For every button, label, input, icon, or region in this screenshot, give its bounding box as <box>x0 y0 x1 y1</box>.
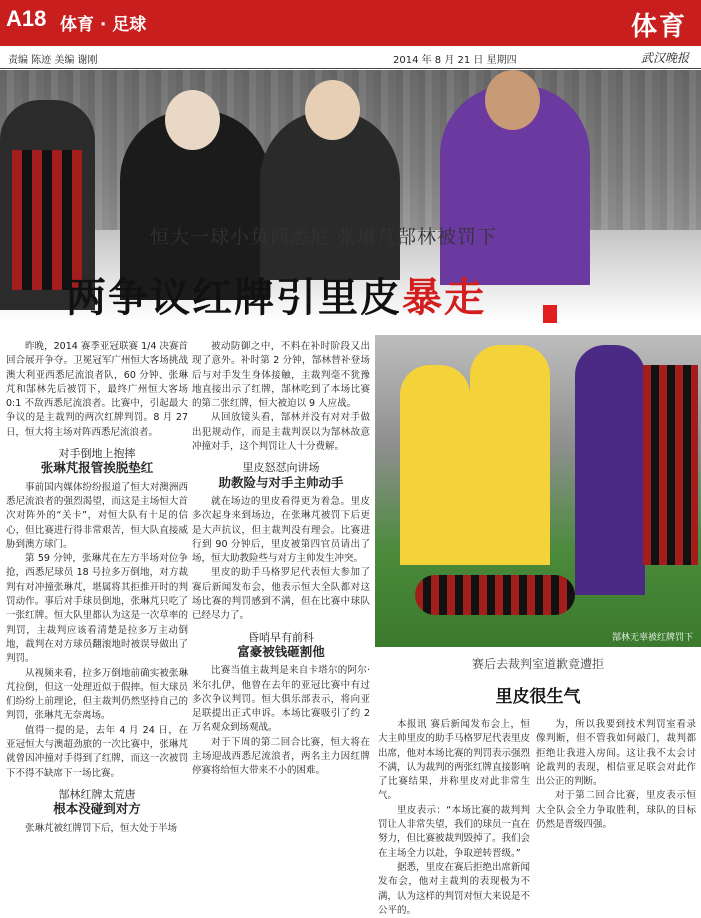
headline-red: 暴走 <box>402 275 486 321</box>
meta-bar <box>0 46 701 69</box>
subheading-line-2: 富豪被钱砸割他 <box>237 643 325 659</box>
subheading <box>192 631 370 660</box>
subheading-line-2: 根本没碰到对方 <box>53 801 141 817</box>
player-figure <box>400 365 470 565</box>
page-number: A18 <box>6 6 47 31</box>
fallen-player <box>415 575 575 615</box>
paragraph: 就在场边的里皮看得更为着急。里皮多次起身来到场边，在张琳芃被罚下后更是大声抗议，但主裁判没有理会。比赛进行到 90 分钟后，里皮被第四官员请出了场，恒大助教险些与对方主帅发生冲突。 <box>192 495 370 565</box>
issue-date: 2014 年 8 月 21 日 星期四 <box>393 55 517 66</box>
paragraph: 比赛当值主裁判是来自卡塔尔的阿尔·米尔扎伊，他曾在去年的亚冠比赛中有过多次争议判罚。恒大俱乐部表示，将向亚足联提出正式申诉。本场比赛吸引了约 2 万名观众到场观战。 <box>192 665 370 734</box>
subheading-line-1: 里皮怒怼向讲场 <box>242 461 320 475</box>
headline-main: 两争议红牌引里皮 <box>66 275 402 321</box>
page-header <box>0 0 701 46</box>
section-title: 体育 <box>630 12 687 42</box>
paragraph: 从视频来看，拉多万倒地前确实被张琳芃拉倒，但这一处理近似于假摔。恒大球员们纷纷上前理论，但主裁判仍然坚持自己的判罚，张琳芃无奈离场。 <box>6 667 188 722</box>
paragraph: 张琳芃被红牌罚下后，恒大处于半场 <box>25 822 178 834</box>
red-card-icon <box>543 305 557 323</box>
article-column-1 <box>6 340 188 836</box>
paragraph: 里皮的助手马格罗尼代表恒大参加了赛后新闻发布会，他表示恒大全队都对这场比赛的判罚感到不满，但在比赛中球队已经尽力了。 <box>192 567 370 622</box>
referee-figure <box>575 345 645 595</box>
subheading-line-1: 昏哨早有前科 <box>248 630 314 644</box>
paragraph: 对于第二回合比赛，里皮表示恒大全队会全力争取胜利，球队的目标仍然是晋级四强。 <box>536 790 696 831</box>
coach-head <box>165 90 220 150</box>
side-story-headline: 里皮很生气 <box>495 687 581 707</box>
referee-head <box>485 70 540 130</box>
paragraph: 被动防御之中，不料在补时阶段又出现了意外。补时第 2 分钟，郜林替补登场后与对手发生身体接触，主裁判毫不犹豫地直接出示了红牌，郜林吃到了本场比赛的第二张红牌，恒大被迫以 9 人应战。 <box>192 341 370 410</box>
subheading-line-2: 助教险与对手主帅动手 <box>218 474 344 490</box>
paragraph: 事前国内媒体纷纷报道了恒大对澳洲西悉尼流浪者的强烈渴望，而这是主场恒大首次对阵外的“关卡”，对恒大队有十足的信心，但比赛进行得非常艰苦，恒大队直接威胁到澳方球门。 <box>6 481 188 550</box>
subheadline: 恒大一球小负西悉尼 张琳芃郜林被罚下 <box>150 226 498 248</box>
article-column-2 <box>192 340 370 779</box>
paragraph: 本报讯 赛后新闻发布会上，恒大主帅里皮的助手马格罗尼代表里皮出席，他对本场比赛的判罚表示强烈不满，认为裁判的两张红牌直接影响了比赛结果，并称里皮对此非常生气。 <box>378 719 531 802</box>
photo-caption: 郜林无辜被红牌罚下 <box>611 633 693 643</box>
lippi-head <box>305 80 360 140</box>
paragraph: 为，所以我要到技术判罚室看录像判断，但不管我如何敲门，裁判都拒绝让我进入房间。这让我不太会讨论裁判的表现，相信亚足联会对此作出公正的判断。 <box>536 719 696 788</box>
subheading-line-1: 对手倒地上抱摔 <box>58 447 136 461</box>
match-photo <box>375 335 701 647</box>
paragraph: 对于下周的第二回合比赛，恒大将在主场迎战西悉尼流浪者，两名主力因红牌停赛将给恒大带来不小的困难。 <box>192 736 370 777</box>
opponent-figure <box>643 365 698 565</box>
paragraph: 昨晚，2014 赛季亚冠联赛 1/4 决赛首回合展开争夺。卫冕冠军广州恒大客场挑战澳大利亚西悉尼流浪者队，60 分钟、张琳芃和郜林先后被罚下，最终广州恒大客场 0:1 不敌西悉尼流浪者。比赛中，引起最大争议的是主裁判的两次红牌判罚。8 月 27 日，恒大将主场对阵西悉尼流浪者。 <box>6 341 188 438</box>
side-story-kicker: 赛后去裁判室道歉竟遭拒 <box>471 657 604 671</box>
editors-line: 责编 陈迹 美编 谢刚 <box>8 55 98 66</box>
subheading <box>6 447 188 476</box>
player-figure <box>470 345 550 565</box>
headline <box>66 266 486 323</box>
paragraph: 从回放镜头看，郜林并没有对对手做出犯规动作，而是主裁判误以为郜林故意冲撞对手，这个判罚让人十分费解。 <box>192 412 370 453</box>
paragraph: 第 59 分钟，张琳芃在左方半场对位争抢，西悉尼球员 18 号拉多万倒地，对方裁判有对冲撞张琳芃，堪属将其拒推开时的判罚动作。事后对手球员倒地，张琳芃只吃了一张红牌。恒大队里都认为这是一次草率的判罚，主裁判应该看清楚是拉多万主动倒地，裁判在对方球员翻滚地时被误导做出了判罚。 <box>6 553 188 665</box>
subheading-line-1: 郜林红牌太荒唐 <box>58 787 136 801</box>
newspaper-name: 武汉晚报 <box>640 51 689 65</box>
subheading <box>6 788 188 817</box>
article-column-4 <box>536 718 696 832</box>
section-label: 体育 · 足球 <box>60 15 147 35</box>
side-story-title <box>378 655 698 707</box>
paragraph: 值得一提的是，去年 4 月 24 日，在亚冠恒大与澳超劲旅的一次比赛中，张琳芃就曾因冲撞对手得到了红牌，而这一次被罚下不得不缺席下一场比赛。 <box>6 724 188 779</box>
subheading <box>192 461 370 490</box>
paragraph: 里皮表示：“本场比赛的裁判判罚让人非常失望，我们的球员一直在努力，但比赛被裁判毁掉了。我们会在主场全力以赴，争取逆转晋级。” <box>378 804 531 859</box>
hero-photo <box>0 70 701 322</box>
subheading-line-2: 张琳芃报管挨脱垫红 <box>40 460 154 476</box>
paragraph: 据悉，里皮在赛后拒绝出席新闻发布会，他对主裁判的表现极为不满，认为这样的判罚对恒大来说是不公平的。 <box>378 861 531 916</box>
article-column-3 <box>378 718 531 916</box>
